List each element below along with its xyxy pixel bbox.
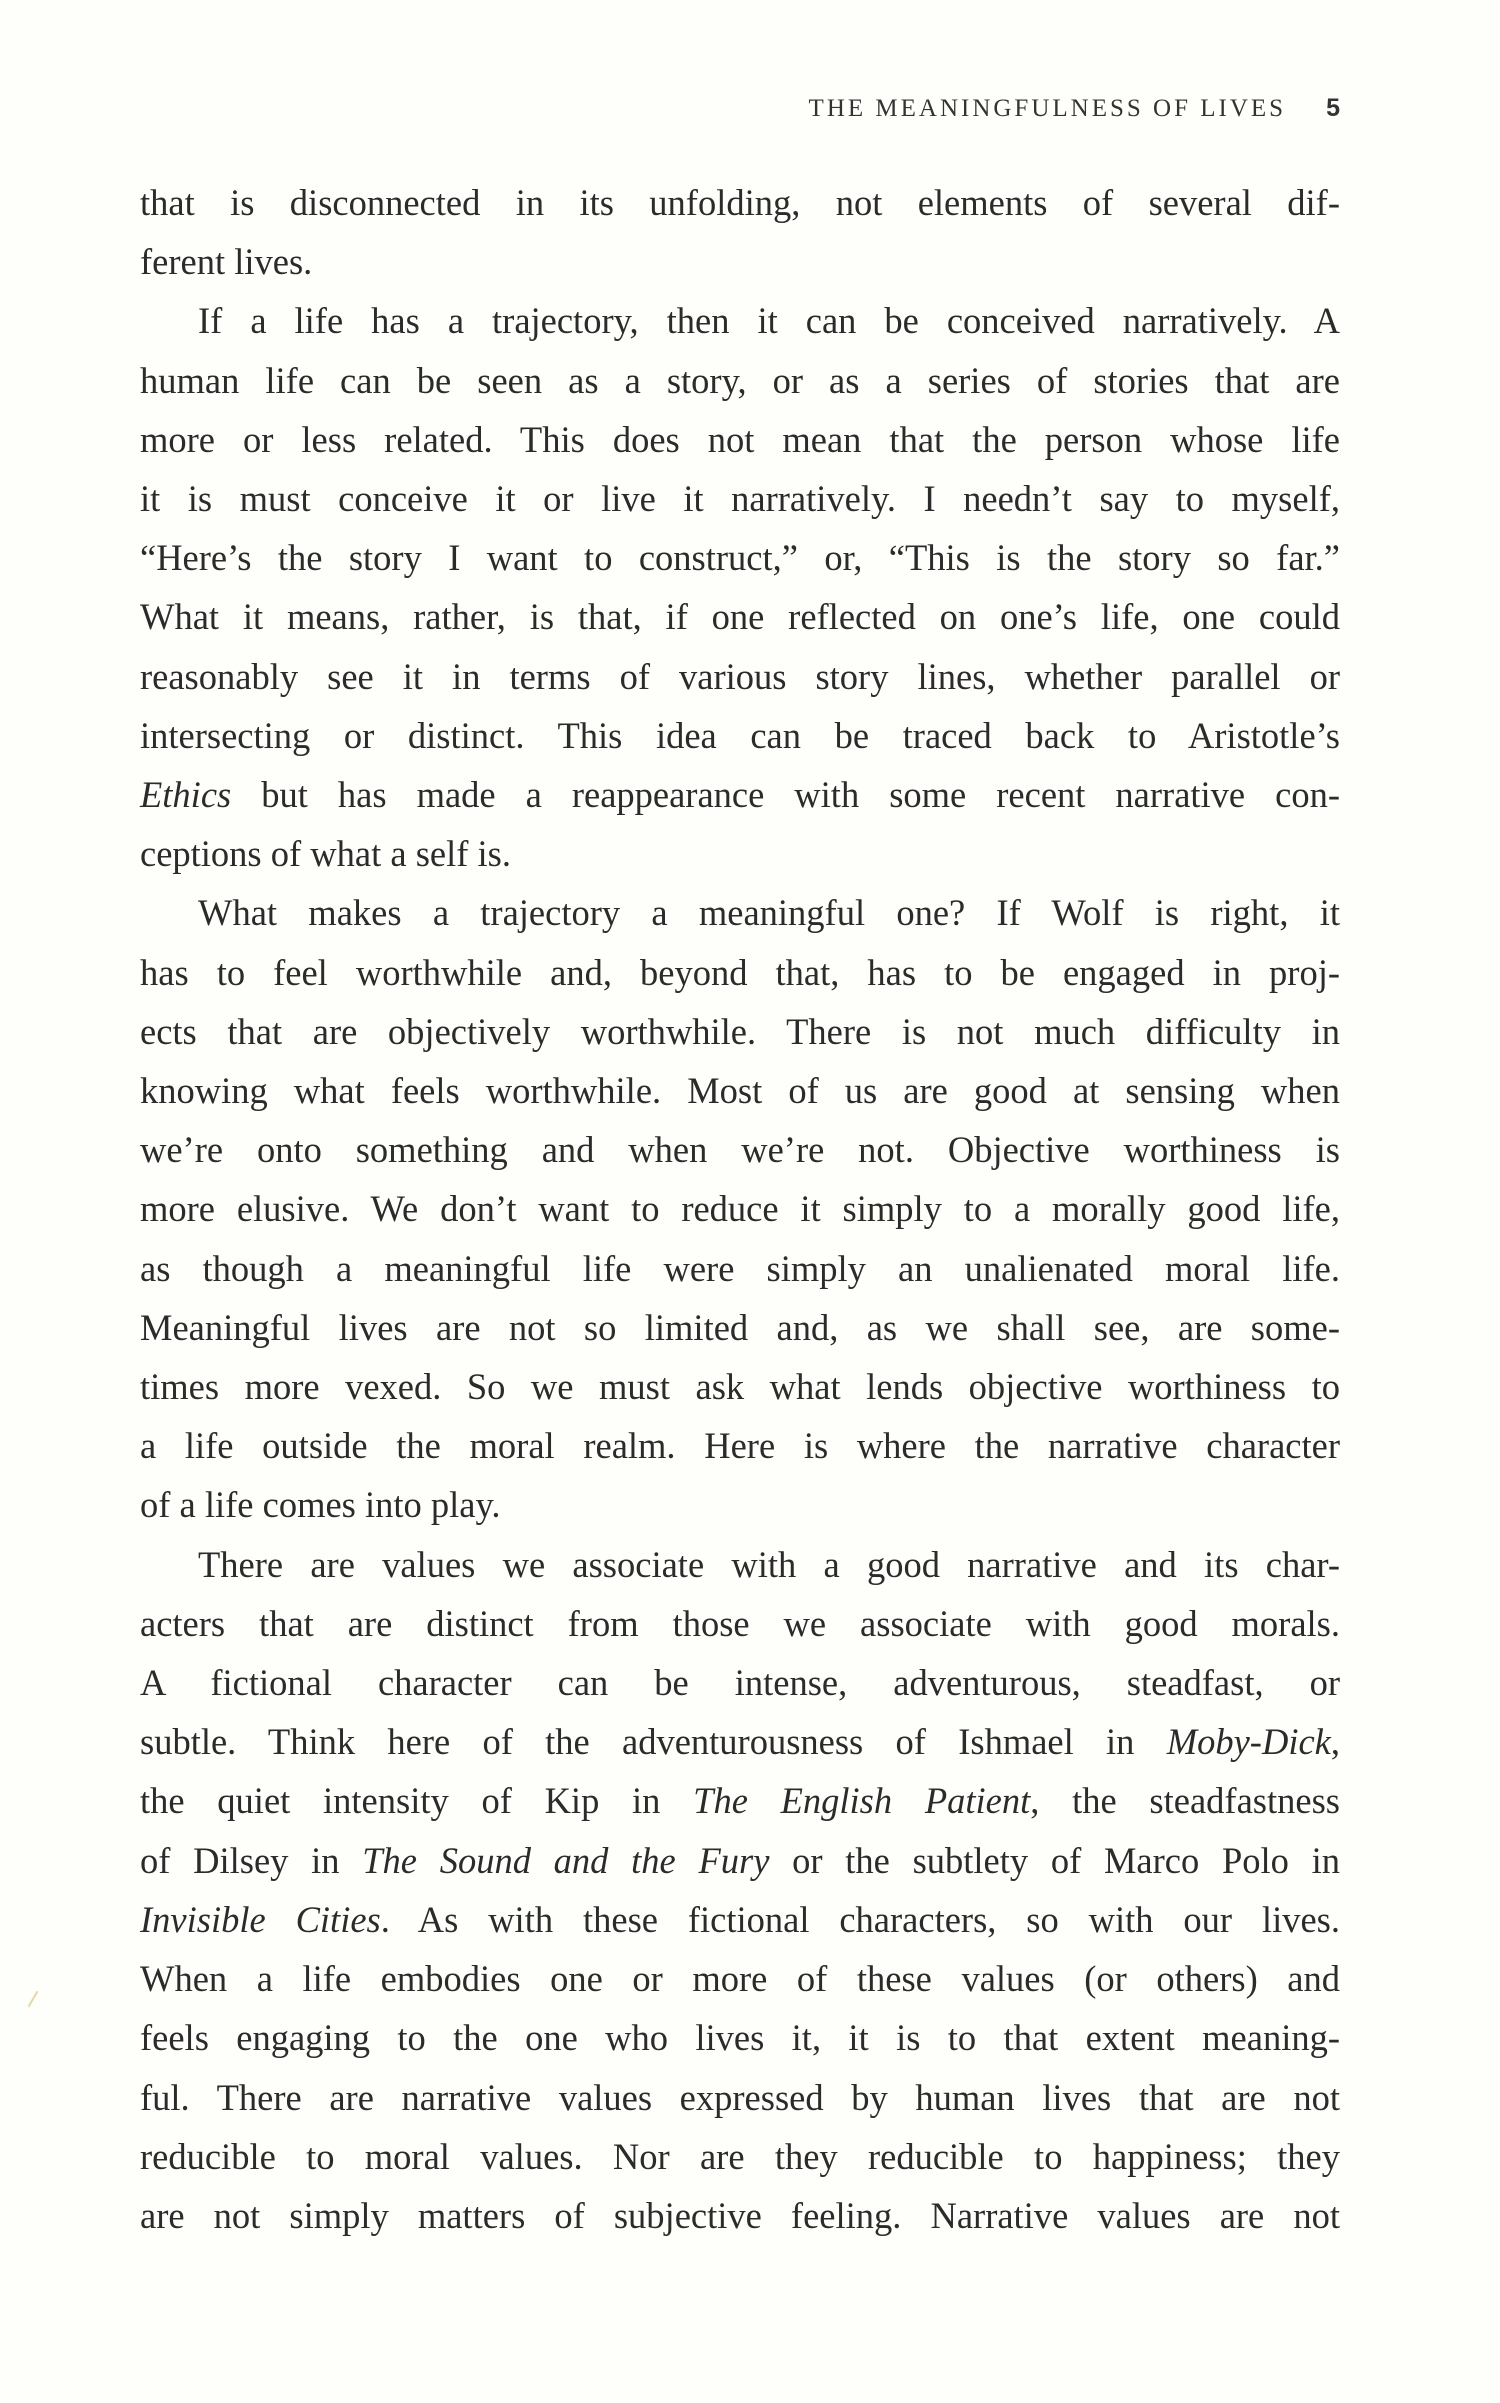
text-line: ful. There are narrative values expressed by human lives that are not (140, 2076, 1340, 2118)
text-line: it is must conceive it or live it narratively. I needn’t say to myself, (140, 478, 1340, 520)
paragraph (140, 173, 1340, 291)
text-line: reasonably see it in terms of various story lines, whether parallel or (140, 655, 1340, 697)
text-line: acters that are distinct from those we associate with good morals. (140, 1602, 1340, 1644)
text-line: reducible to moral values. Nor are they reducible to happiness; they (140, 2135, 1340, 2177)
text-line: human life can be seen as a story, or as a series of stories that are (140, 359, 1340, 401)
italic-title: Ethics (140, 774, 232, 816)
text-line: more or less related. This does not mean that the person whose life (140, 418, 1340, 460)
text-line: of Dilsey in The Sound and the Fury or the subtlety of Marco Polo in (140, 1839, 1341, 1881)
paragraph (140, 883, 1340, 1534)
text-line: ferent lives. (140, 241, 313, 283)
text-line: as though a meaningful life were simply an unalienated moral life. (140, 1247, 1340, 1289)
running-head (140, 94, 1340, 123)
text-line: of a life comes into play. (140, 1484, 501, 1526)
italic-title: The English Patient (693, 1780, 1031, 1822)
text-line: knowing what feels worthwhile. Most of us are good at sensing when (140, 1070, 1340, 1112)
margin-pencil-mark (28, 1991, 39, 2008)
text-line: Meaningful lives are not so limited and, as we shall see, are some- (140, 1306, 1340, 1348)
body-text (140, 173, 1340, 2245)
paragraph (140, 291, 1340, 883)
text-line: “Here’s the story I want to construct,” or, “This is the story so far.” (140, 537, 1340, 579)
text-line: A fictional character can be intense, adventurous, steadfast, or (140, 1662, 1340, 1704)
text-line: ects that are objectively worthwhile. There is not much difficulty in (140, 1010, 1340, 1052)
text-line: When a life embodies one or more of these values (or others) and (140, 1958, 1340, 2000)
text-line: times more vexed. So we must ask what lends objective worthiness to (140, 1366, 1340, 1408)
italic-title: Moby-Dick (1166, 1721, 1331, 1763)
text-line: Ethics but has made a reappearance with some recent narrative con- (140, 774, 1340, 816)
text-line: intersecting or distinct. This idea can be traced back to Aristotle’s (140, 714, 1340, 756)
text-line: feels engaging to the one who lives it, it is to that extent meaning- (140, 2017, 1340, 2059)
italic-title: The Sound and the Fury (362, 1839, 770, 1881)
text-line: a life outside the moral realm. Here is where the narrative character (140, 1425, 1340, 1467)
text-line: What it means, rather, is that, if one reflected on one’s life, one could (140, 596, 1340, 638)
text-line: are not simply matters of subjective feeling. Narrative values are not (140, 2194, 1340, 2236)
text-line: Invisible Cities. As with these fictional characters, so with our lives. (140, 1898, 1340, 1940)
text-line: we’re onto something and when we’re not. Objective worthiness is (140, 1129, 1340, 1171)
text-line: ceptions of what a self is. (140, 833, 511, 875)
text-line: If a life has a trajectory, then it can be conceived narratively. A (198, 300, 1340, 342)
text-line: There are values we associate with a good narrative and its char- (198, 1543, 1340, 1585)
text-line: the quiet intensity of Kip in The English Patient, the steadfastness (140, 1780, 1340, 1822)
text-line: more elusive. We don’t want to reduce it simply to a morally good life, (140, 1188, 1340, 1230)
paragraph (140, 1535, 1340, 2245)
text-line: that is disconnected in its unfolding, not elements of several dif- (140, 182, 1340, 223)
text-line: What makes a trajectory a meaningful one? If Wolf is right, it (198, 892, 1340, 934)
running-head-title: THE MEANINGFULNESS OF LIVES (808, 95, 1287, 122)
page-number: 5 (1326, 94, 1340, 122)
italic-title: Invisible Cities (140, 1898, 381, 1940)
text-line: has to feel worthwhile and, beyond that, has to be engaged in proj- (140, 951, 1340, 993)
text-line: subtle. Think here of the adventurousness of Ishmael in Moby-Dick, (140, 1721, 1340, 1763)
